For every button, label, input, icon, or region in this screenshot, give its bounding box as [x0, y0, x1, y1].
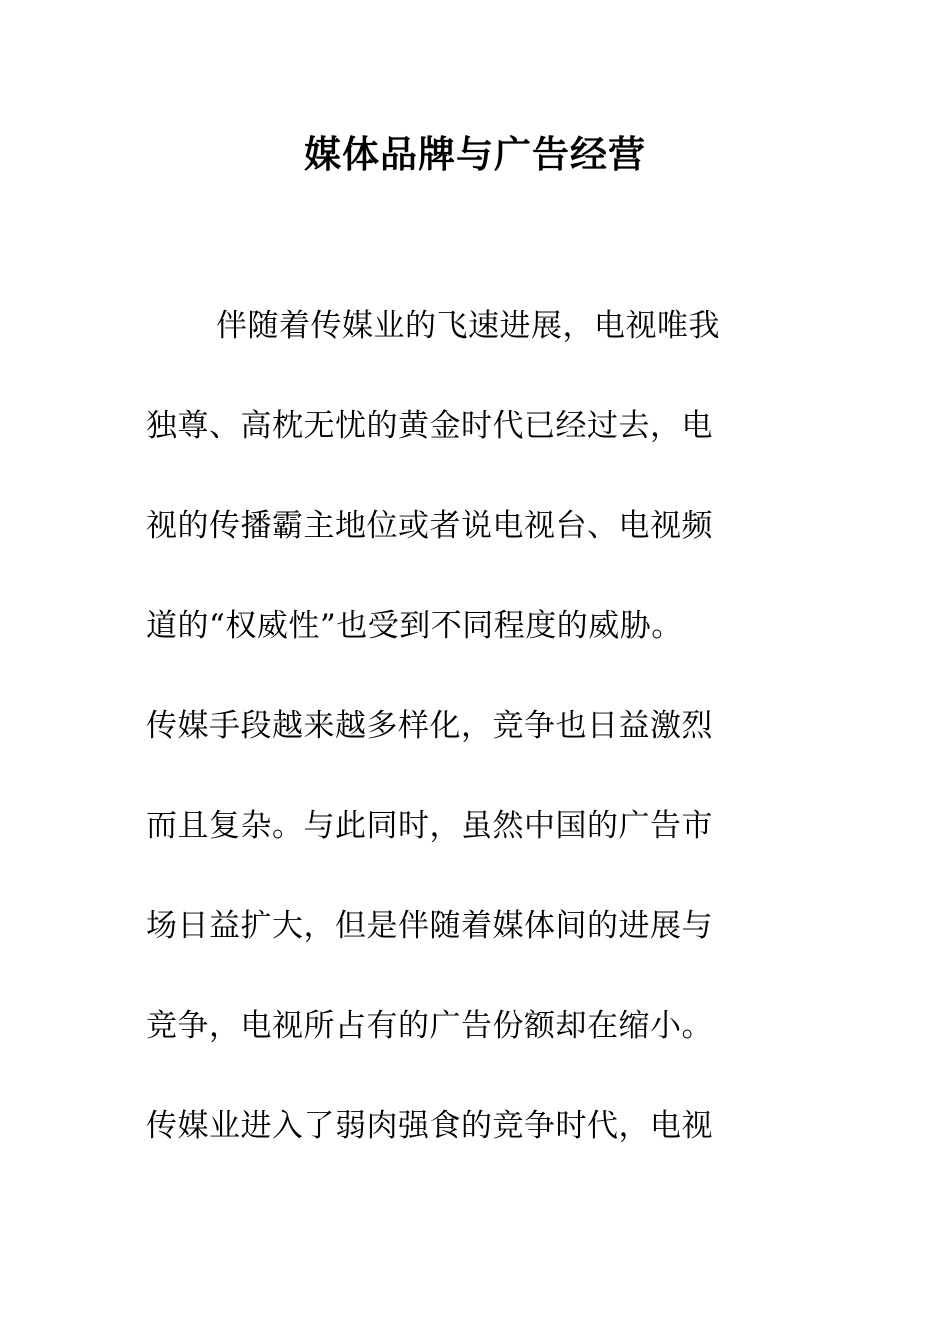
body-line: 伴随着传媒业的飞速进展，电视唯我	[216, 308, 720, 344]
body-line: 竞争，电视所占有的广告份额却在缩小。	[146, 1008, 713, 1044]
body-line: 而且复杂。与此同时，虽然中国的广告市	[146, 808, 713, 844]
body-line: 独尊、高枕无忧的黄金时代已经过去，电	[146, 408, 713, 444]
body-line: 传媒业进入了弱肉强食的竞争时代，电视	[146, 1108, 713, 1144]
body-line: 视的传播霸主地位或者说电视台、电视频	[146, 508, 713, 544]
document-title: 媒体品牌与广告经营	[304, 132, 646, 176]
body-line: 传媒手段越来越多样化，竞争也日益激烈	[146, 708, 713, 744]
body-line: 道的“权威性”也受到不同程度的威胁。	[146, 608, 683, 644]
body-line: 场日益扩大，但是伴随着媒体间的进展与	[146, 908, 713, 944]
document-body	[146, 300, 806, 1200]
